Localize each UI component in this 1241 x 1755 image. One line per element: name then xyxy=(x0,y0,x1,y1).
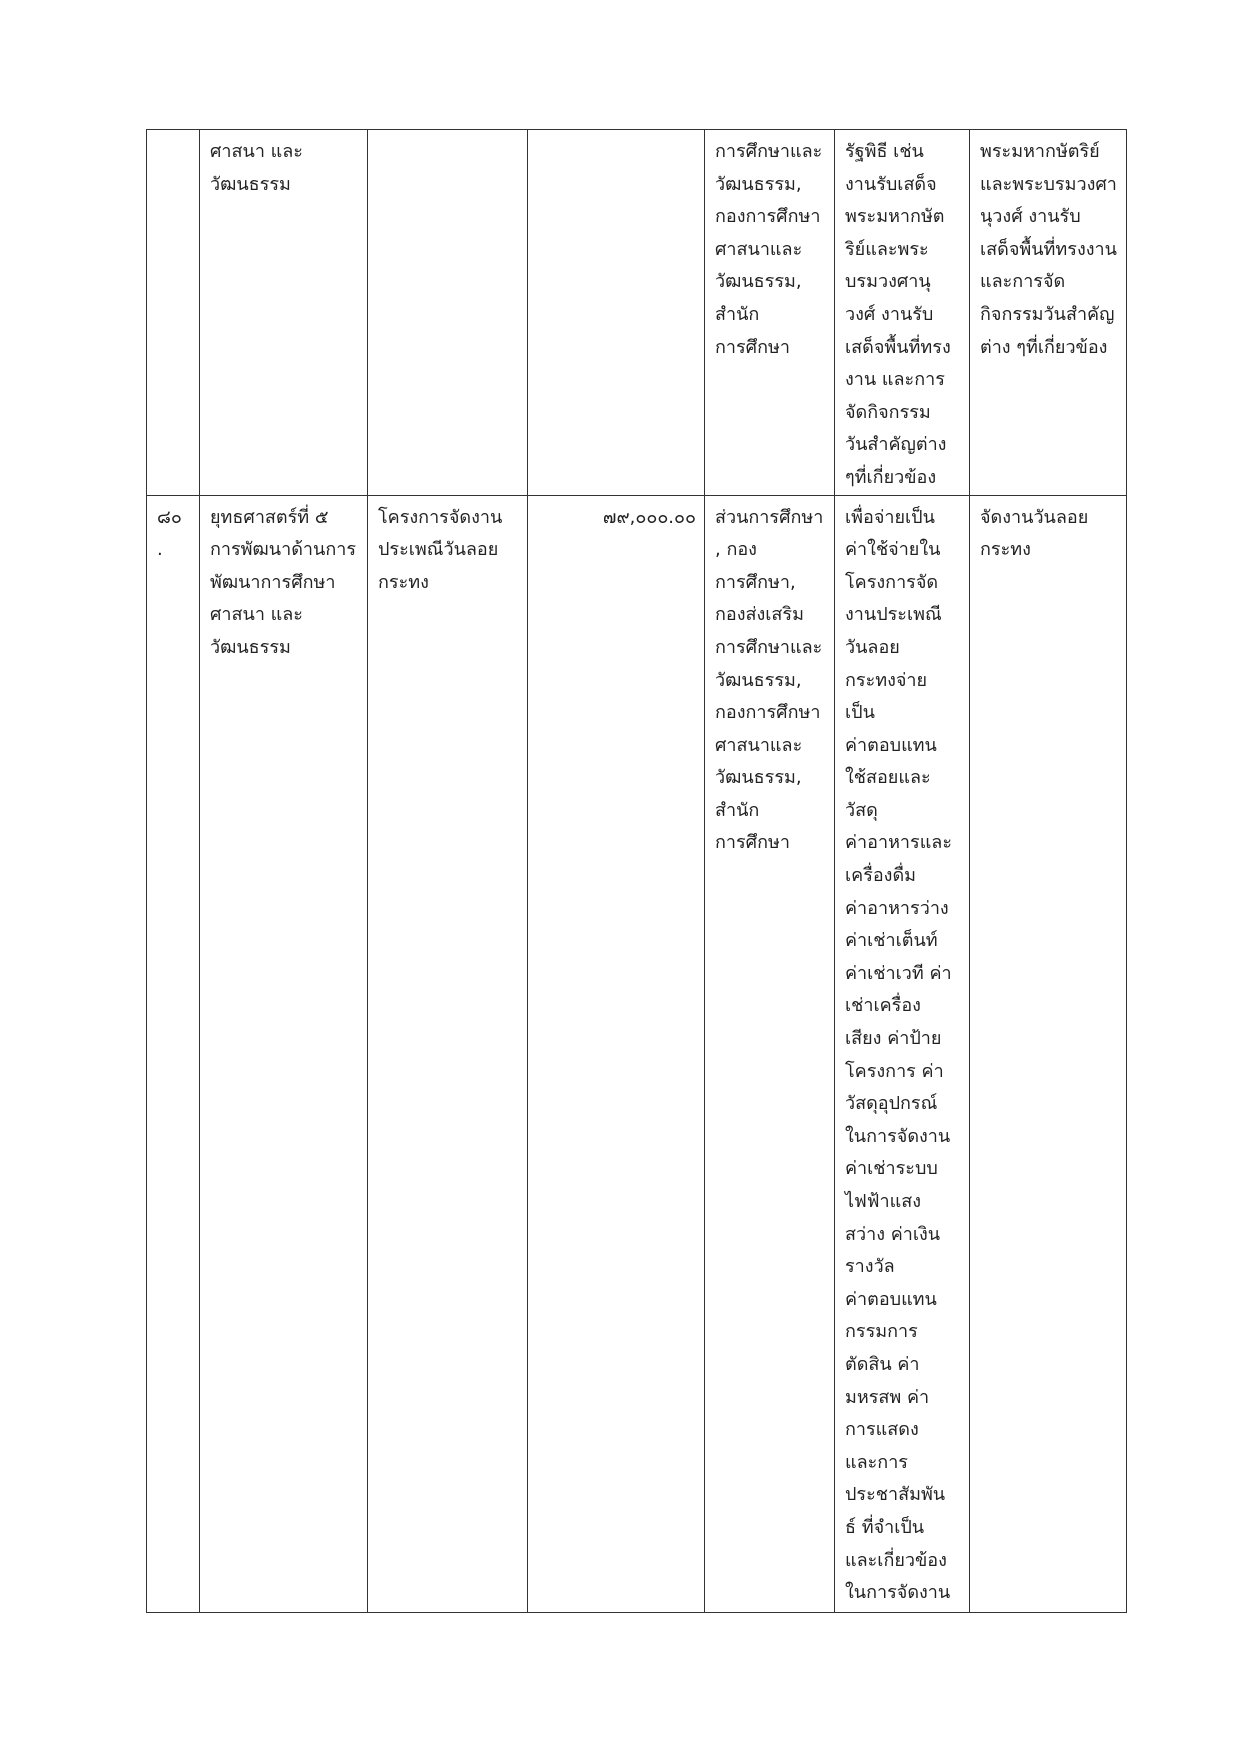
cell-text-line: วงศ์ งานรับ xyxy=(845,303,934,325)
cell-text-line: ศาสนา และ xyxy=(210,141,303,162)
cell-text-line: กิจกรรมวันสำคัญ xyxy=(980,303,1115,325)
cell-project xyxy=(368,130,528,496)
cell-output xyxy=(970,495,1127,1612)
budget-table xyxy=(146,129,1127,1613)
cell-text-line: เครื่องดื่ม xyxy=(845,865,917,887)
cell-text-line: เสียง ค่าป้าย xyxy=(845,1028,942,1050)
cell-text-line: กระทง xyxy=(378,571,429,593)
cell-text-line: เป็น xyxy=(845,702,875,724)
cell-text-line: วัฒนธรรม xyxy=(210,636,291,658)
cell-text-line: วัฒนธรรม, xyxy=(715,669,802,691)
cell-text-line: และการจัด xyxy=(980,271,1066,293)
cell-text-line: มหรสพ ค่า xyxy=(845,1386,930,1408)
cell-text-line: ศาสนา และ xyxy=(210,604,303,626)
cell-strategy xyxy=(200,495,368,1612)
cell-text-line: ค่าอาหารว่าง xyxy=(845,897,949,919)
cell-text-line: กองการศึกษา xyxy=(715,702,821,724)
cell-text-line: กองส่งเสริม xyxy=(715,604,804,626)
cell-strategy xyxy=(200,130,368,496)
cell-text-line: และการ xyxy=(845,1451,908,1473)
cell-text-line: การแสดง xyxy=(845,1419,919,1441)
cell-text-line: เสด็จพื้นที่ทรง xyxy=(845,336,951,358)
cell-text-line: วัฒนธรรม xyxy=(210,173,291,195)
cell-text-line: พระมหากษัต xyxy=(845,206,945,228)
cell-text-line: วัสดุ xyxy=(845,799,878,821)
cell-purpose xyxy=(835,495,970,1612)
cell-text-line: วันลอย xyxy=(845,636,900,658)
cell-text-line: ใช้สอยและ xyxy=(845,767,931,789)
cell-text-line: ค่าตอบแทน xyxy=(845,1288,937,1310)
table-row xyxy=(147,495,1127,1612)
cell-text-line: ศาสนาและ xyxy=(715,734,803,756)
cell-text-line: จัดงานวันลอย xyxy=(980,506,1089,528)
table-row xyxy=(147,130,1127,496)
cell-text-line: ประเพณีวันลอย xyxy=(378,539,499,561)
cell-text-line: โครงการจัด xyxy=(845,571,939,593)
cell-text-line: เช่าเครื่อง xyxy=(845,995,921,1017)
cell-no xyxy=(147,495,200,1612)
cell-text-line: โครงการ ค่า xyxy=(845,1060,944,1082)
cell-text-line: วัสดุอุปกรณ์ xyxy=(845,1093,938,1115)
cell-text-line: เสด็จพื้นที่ทรงงาน xyxy=(980,238,1117,260)
cell-text-line: การศึกษาและ xyxy=(715,636,823,658)
cell-text-line: ศาสนาและ xyxy=(715,238,803,260)
cell-text-line: บรมวงศานุ xyxy=(845,271,931,293)
cell-text-line: ค่าใช้จ่ายใน xyxy=(845,539,941,561)
cell-text-line: ประชาสัมพัน xyxy=(845,1484,946,1506)
cell-text-line: ยุทธศาสตร์ที่ ๕ xyxy=(210,506,329,528)
cell-unit xyxy=(705,495,835,1612)
cell-text-line: ธ์ ที่จำเป็น xyxy=(845,1516,925,1538)
cell-text-line: รัฐพิธี เช่น xyxy=(845,141,924,162)
cell-text-line: ริย์และพระ xyxy=(845,238,929,260)
cell-text-line: วัฒนธรรม, xyxy=(715,271,802,293)
cell-text-line: การพัฒนาด้านการ xyxy=(210,539,356,561)
cell-text-line: โครงการจัดงาน xyxy=(378,506,503,528)
cell-text-line: ๆที่เกี่ยวข้อง xyxy=(845,466,937,488)
cell-text-line: พัฒนาการศึกษา xyxy=(210,571,336,593)
cell-unit xyxy=(705,130,835,496)
cell-text-line: ๘๐ xyxy=(157,506,182,528)
cell-text-line: . xyxy=(157,539,163,561)
cell-text-line: การศึกษา xyxy=(715,832,790,854)
cell-text-line: การศึกษาและ xyxy=(715,141,823,162)
cell-text-line: ค่าตอบแทน xyxy=(845,734,937,756)
cell-text-line: จัดกิจกรรม xyxy=(845,401,931,423)
cell-output xyxy=(970,130,1127,496)
cell-budget xyxy=(528,130,705,496)
cell-text-line: เพื่อจ่ายเป็น xyxy=(845,506,935,528)
cell-text-line: สำนัก xyxy=(715,303,760,325)
cell-text-line: การศึกษา xyxy=(715,336,790,358)
cell-text-line: กระทงจ่าย xyxy=(845,669,928,691)
cell-text-line: วัฒนธรรม, xyxy=(715,173,802,195)
cell-text-line: กองการศึกษา xyxy=(715,206,821,228)
cell-text-line: ตัดสิน ค่า xyxy=(845,1353,920,1375)
cell-text-line: ในการจัดงาน xyxy=(845,1582,951,1604)
cell-text-line: วัฒนธรรม, xyxy=(715,767,802,789)
cell-purpose xyxy=(835,130,970,496)
cell-text-line: ต่าง ๆที่เกี่ยวข้อง xyxy=(980,336,1108,358)
cell-text-line: ไฟฟ้าแสง xyxy=(845,1191,922,1212)
cell-no xyxy=(147,130,200,496)
cell-text-line: พระมหากษัตริย์ xyxy=(980,141,1100,162)
cell-text-line: สว่าง ค่าเงิน xyxy=(845,1223,941,1245)
cell-text-line: งานประเพณี xyxy=(845,604,942,626)
cell-text-line: กระทง xyxy=(980,539,1031,561)
cell-text-line: รางวัล xyxy=(845,1256,895,1278)
cell-text-line: วันสำคัญต่าง xyxy=(845,434,947,456)
cell-text-line: ค่าอาหารและ xyxy=(845,832,953,854)
cell-text-line: ค่าเช่าระบบ xyxy=(845,1158,938,1180)
cell-text-line: ค่าเช่าเวที ค่า xyxy=(845,962,952,984)
cell-text-line: ค่าเช่าเต็นท์ xyxy=(845,930,938,952)
cell-text-line: ส่วนการศึกษา xyxy=(715,506,824,528)
cell-text-line: งานรับเสด็จ xyxy=(845,173,937,195)
cell-text-line: ในการจัดงาน xyxy=(845,1125,951,1147)
cell-text-line: , กอง xyxy=(715,539,757,561)
cell-text-line: นุวงศ์ งานรับ xyxy=(980,206,1081,228)
cell-text-line: ๗๙,๐๐๐.๐๐ xyxy=(602,506,696,528)
cell-project xyxy=(368,495,528,1612)
cell-text-line: สำนัก xyxy=(715,799,760,821)
cell-text-line: และพระบรมวงศา xyxy=(980,173,1117,195)
cell-budget xyxy=(528,495,705,1612)
cell-text-line: และเกี่ยวข้อง xyxy=(845,1549,947,1571)
cell-text-line: งาน และการ xyxy=(845,369,945,391)
cell-text-line: กรรมการ xyxy=(845,1321,918,1343)
cell-text-line: การศึกษา, xyxy=(715,571,796,593)
